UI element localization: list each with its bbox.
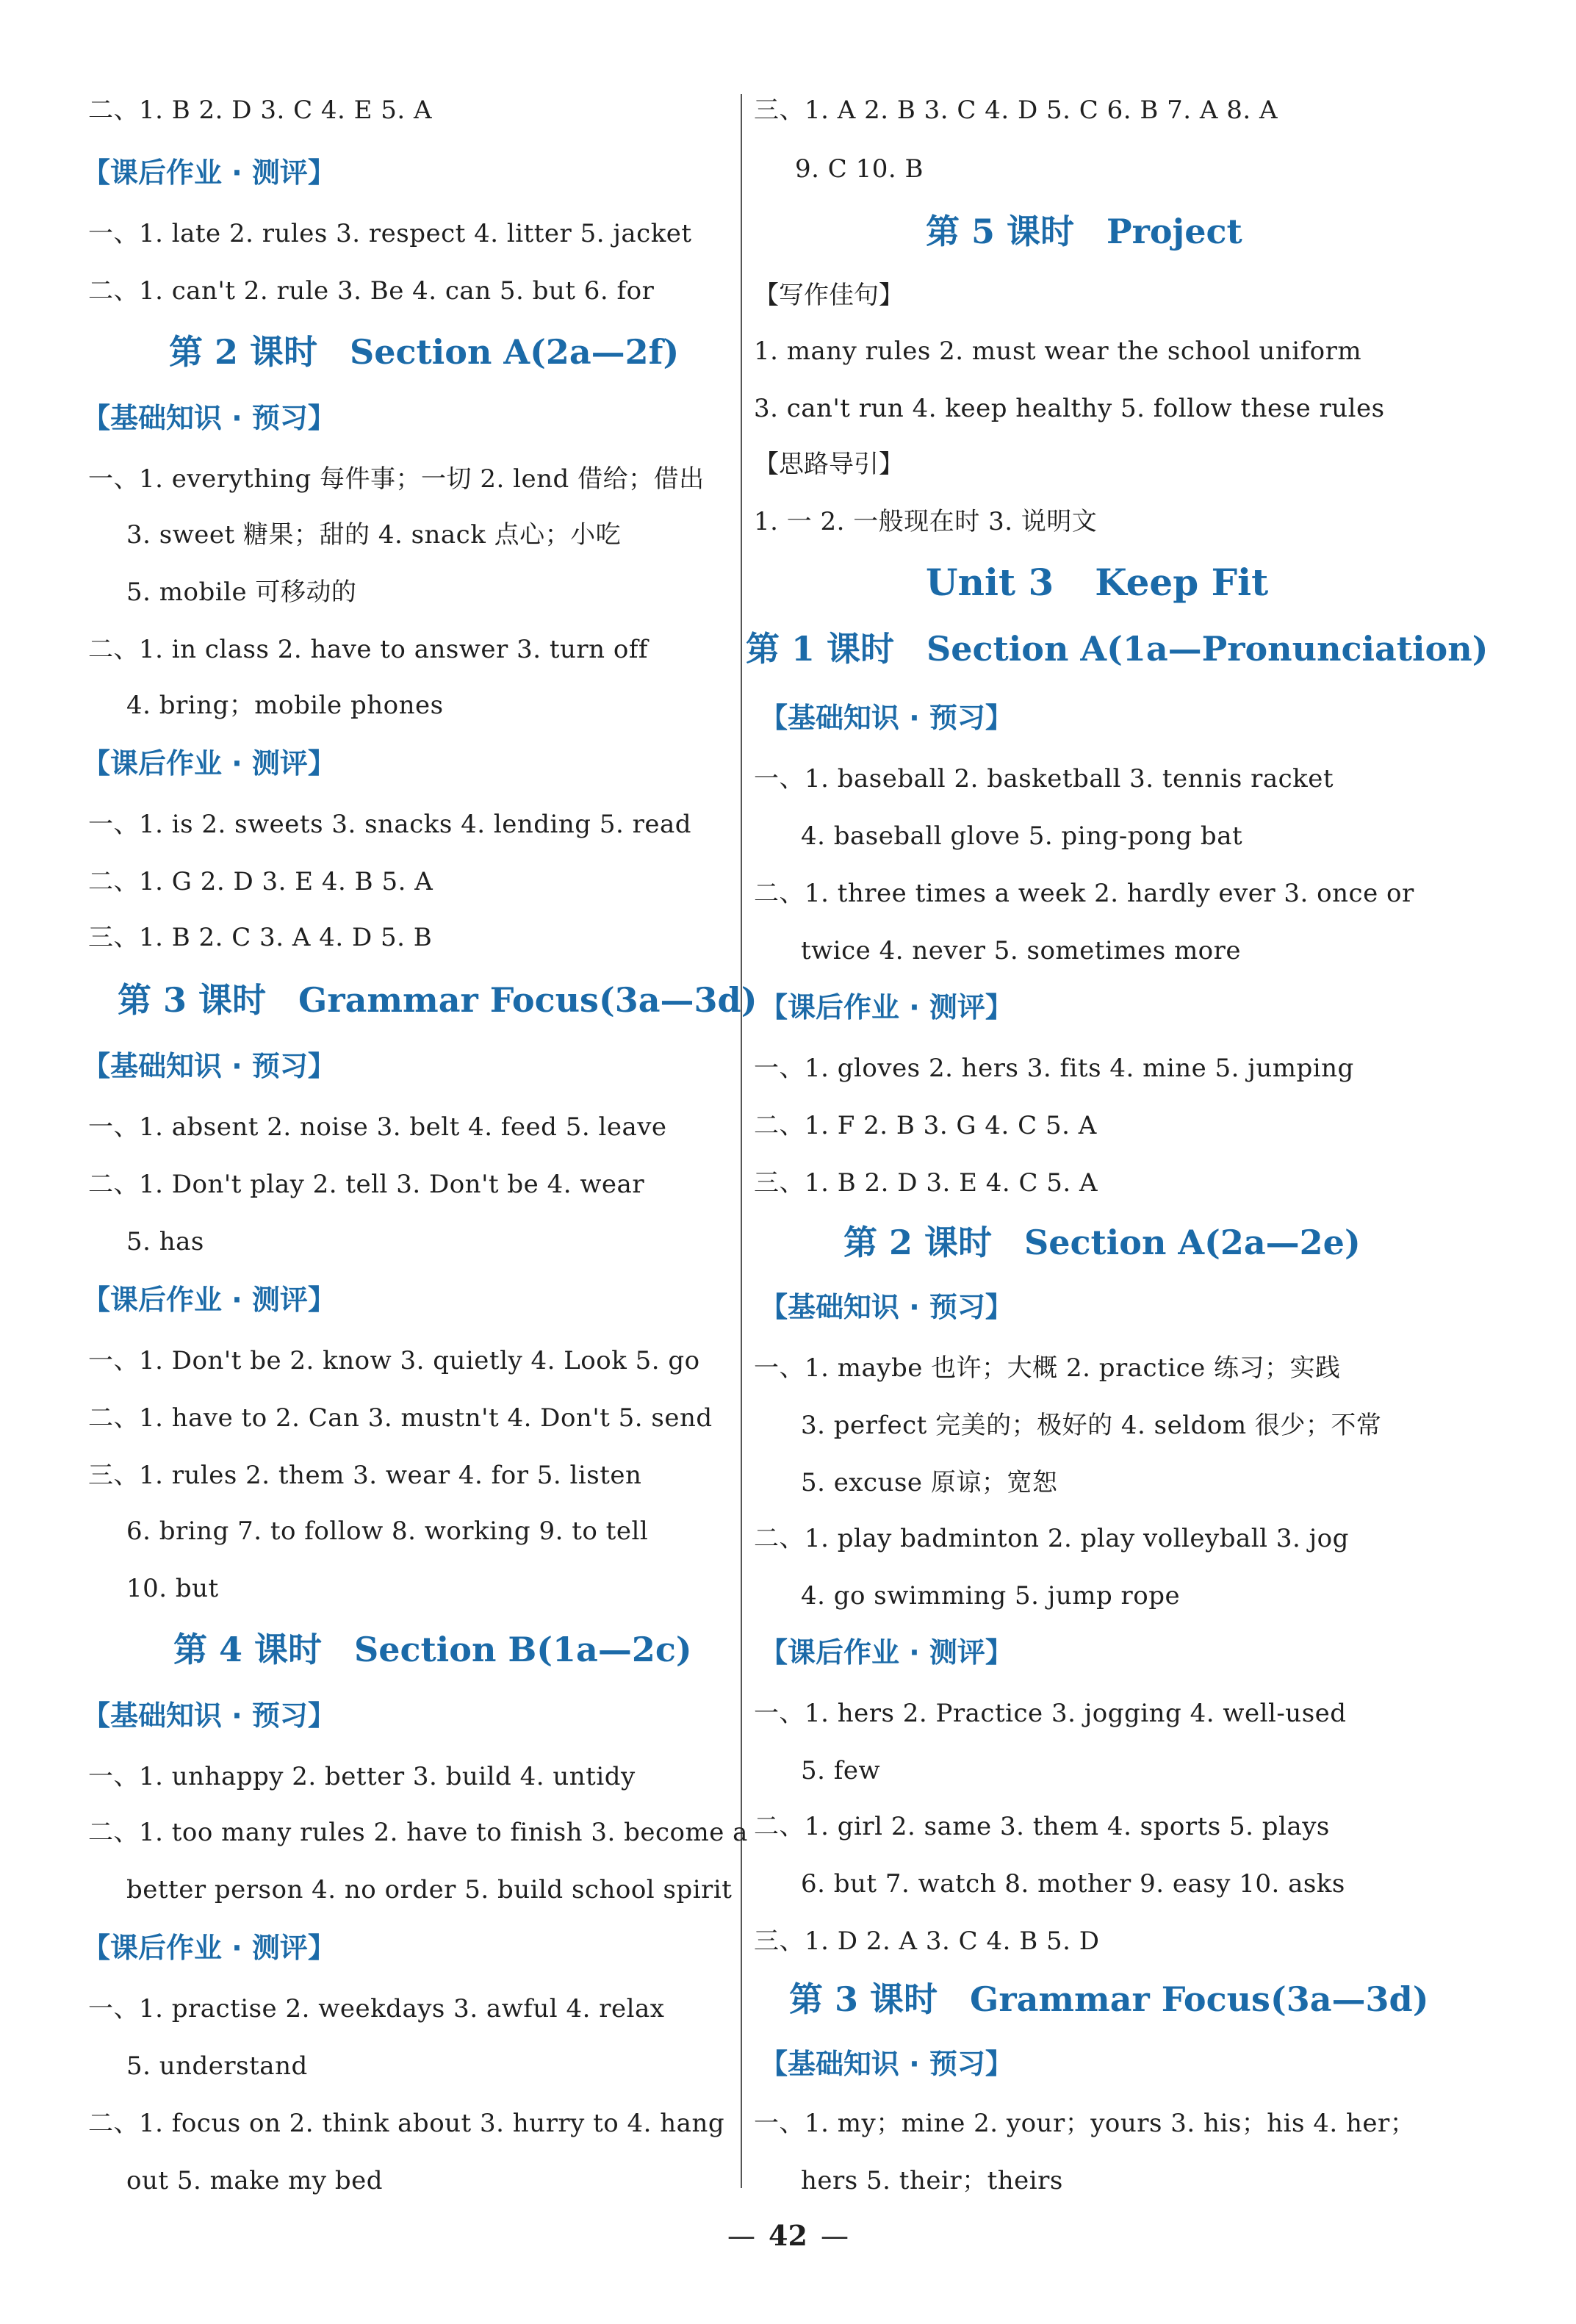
answer-line: twice 4. never 5. sometimes more [801,936,1242,965]
answer-line: 二、1. have to 2. Can 3. mustn't 4. Don't 5. send [88,1403,713,1433]
section-tag: 【基础知识 · 预习】 [82,402,336,434]
answer-line: 二、1. in class 2. have to answer 3. turn off [88,635,649,664]
answer-line: 三、1. B 2. C 3. A 4. D 5. B [88,923,433,952]
answer-line: 一、1. practise 2. weekdays 3. awful 4. relax [88,1994,665,2023]
lesson-number: 第 3 课时 [789,1979,938,2019]
answer-line: 二、1. three times a week 2. hardly ever 3. once or [754,879,1414,908]
answer-line: 一、1. gloves 2. hers 3. fits 4. mine 5. jumping [754,1054,1354,1083]
answer-line: 二、1. focus on 2. think about 3. hurry to 4. hang [88,2109,725,2138]
lesson-heading [789,1979,1428,2019]
lesson-heading [746,629,1488,669]
column-divider [741,94,742,2188]
unit-name: Keep Fit [1095,561,1269,604]
answer-line: better person 4. no order 5. build school spirit [126,1875,733,1904]
answer-line: 一、1. unhappy 2. better 3. build 4. untidy [88,1762,636,1791]
answer-line: 三、1. rules 2. them 3. wear 4. for 5. listen [88,1461,642,1490]
answer-line: 5. few [801,1756,881,1785]
lesson-title: Section A(1a—Pronunciation) [926,629,1489,669]
answer-line: 6. but 7. watch 8. mother 9. easy 10. asks [801,1869,1345,1899]
section-tag: 【思路导引】 [754,450,904,479]
section-tag: 【基础知识 · 预习】 [82,1699,336,1732]
lesson-heading [926,212,1242,251]
answer-line: 二、1. too many rules 2. have to finish 3. become a [88,1818,748,1847]
section-tag: 【课后作业 · 测评】 [82,1932,336,1964]
section-tag: 【课后作业 · 测评】 [82,1284,336,1316]
answer-line: 5. has [126,1227,204,1256]
lesson-number: 第 3 课时 [118,980,267,1020]
answer-line: 三、1. B 2. D 3. E 4. C 5. A [754,1168,1098,1198]
lesson-title: Section B(1a—2c) [354,1630,692,1669]
lesson-heading [118,980,757,1020]
section-tag: 【基础知识 · 预习】 [760,702,1013,734]
lesson-number: 第 2 课时 [843,1223,993,1262]
lesson-title: Project [1107,212,1242,251]
lesson-number: 第 1 课时 [746,629,895,669]
section-tag: 【基础知识 · 预习】 [760,1291,1013,1323]
section-tag: 【写作佳句】 [754,281,904,310]
page-number [0,2219,1576,2252]
answer-line: 一、1. everything 每件事；一切 2. lend 借给；借出 [88,464,705,494]
unit-number: Unit 3 [926,561,1054,604]
answer-line: 5. excuse 原谅；宽恕 [801,1468,1058,1497]
lesson-number: 第 5 课时 [926,212,1075,251]
answer-line: 4. bring；mobile phones [126,691,444,720]
answer-line: 10. but [126,1574,219,1603]
answer-line: out 5. make my bed [126,2166,384,2195]
lesson-heading [169,332,679,372]
section-tag: 【课后作业 · 测评】 [82,157,336,189]
answer-line: 一、1. late 2. rules 3. respect 4. litter 5. jacket [88,219,692,248]
answer-line: 三、1. D 2. A 3. C 4. B 5. D [754,1927,1100,1956]
answer-line: 5. understand [126,2051,308,2081]
lesson-number: 第 4 课时 [173,1630,323,1669]
answer-line: 一、1. baseball 2. basketball 3. tennis racket [754,764,1334,794]
unit-title [926,561,1268,604]
lesson-heading [173,1630,692,1669]
answer-line: 二、1. Don't play 2. tell 3. Don't be 4. wear [88,1170,645,1199]
answer-line: 4. go swimming 5. jump rope [801,1581,1181,1611]
answer-line: 二、1. play badminton 2. play volleyball 3. jog [754,1524,1349,1553]
page-number-value: 42 [769,2219,807,2252]
answer-line: 3. sweet 糖果；甜的 4. snack 点心；小吃 [126,520,622,550]
answer-line: 1. many rules 2. must wear the school uniform [754,337,1362,366]
answer-line: 6. bring 7. to follow 8. working 9. to tell [126,1517,649,1546]
answer-line: 二、1. F 2. B 3. G 4. C 5. A [754,1111,1097,1140]
answer-line: 3. can't run 4. keep healthy 5. follow these rules [754,394,1385,423]
lesson-title: Section A(2a—2e) [1024,1223,1361,1262]
answer-line: 一、1. maybe 也许；大概 2. practice 练习；实践 [754,1353,1341,1383]
section-tag: 【课后作业 · 测评】 [760,1636,1013,1669]
answer-line: 三、1. A 2. B 3. C 4. D 5. C 6. B 7. A 8. A [754,96,1278,125]
answer-line: 5. mobile 可移动的 [126,578,357,607]
section-tag: 【课后作业 · 测评】 [82,747,336,780]
lesson-number: 第 2 课时 [169,332,318,372]
answer-line: 一、1. absent 2. noise 3. belt 4. feed 5. leave [88,1112,667,1142]
dash-right: — [820,2220,849,2252]
lesson-heading [843,1223,1361,1262]
dash-left: — [727,2220,756,2252]
lesson-title: Grammar Focus(3a—3d) [298,980,758,1020]
section-tag: 【基础知识 · 预习】 [82,1050,336,1082]
answer-line: 一、1. is 2. sweets 3. snacks 4. lending 5. read [88,810,692,839]
answer-line: 二、1. G 2. D 3. E 4. B 5. A [88,867,433,896]
answer-line: hers 5. their；theirs [801,2166,1063,2195]
answer-line: 4. baseball glove 5. ping-pong bat [801,821,1243,851]
section-tag: 【基础知识 · 预习】 [760,2048,1013,2080]
answer-line: 二、1. B 2. D 3. C 4. E 5. A [88,96,433,125]
answer-line: 3. perfect 完美的；极好的 4. seldom 很少；不常 [801,1411,1382,1440]
answer-line: 1. 一 2. 一般现在时 3. 说明文 [754,507,1098,536]
answer-line: 9. C 10. B [795,154,924,184]
lesson-title: Section A(2a—2f) [350,332,680,372]
answer-line: 一、1. hers 2. Practice 3. jogging 4. well-used [754,1699,1347,1728]
answer-line: 一、1. Don't be 2. know 3. quietly 4. Look 5. go [88,1346,700,1375]
section-tag: 【课后作业 · 测评】 [760,991,1013,1024]
lesson-title: Grammar Focus(3a—3d) [970,1979,1429,2019]
answer-line: 二、1. can't 2. rule 3. Be 4. can 5. but 6. for [88,276,655,306]
answer-line: 一、1. my；mine 2. your；yours 3. his；his 4. her； [754,2109,1416,2138]
answer-line: 二、1. girl 2. same 3. them 4. sports 5. plays [754,1812,1330,1841]
